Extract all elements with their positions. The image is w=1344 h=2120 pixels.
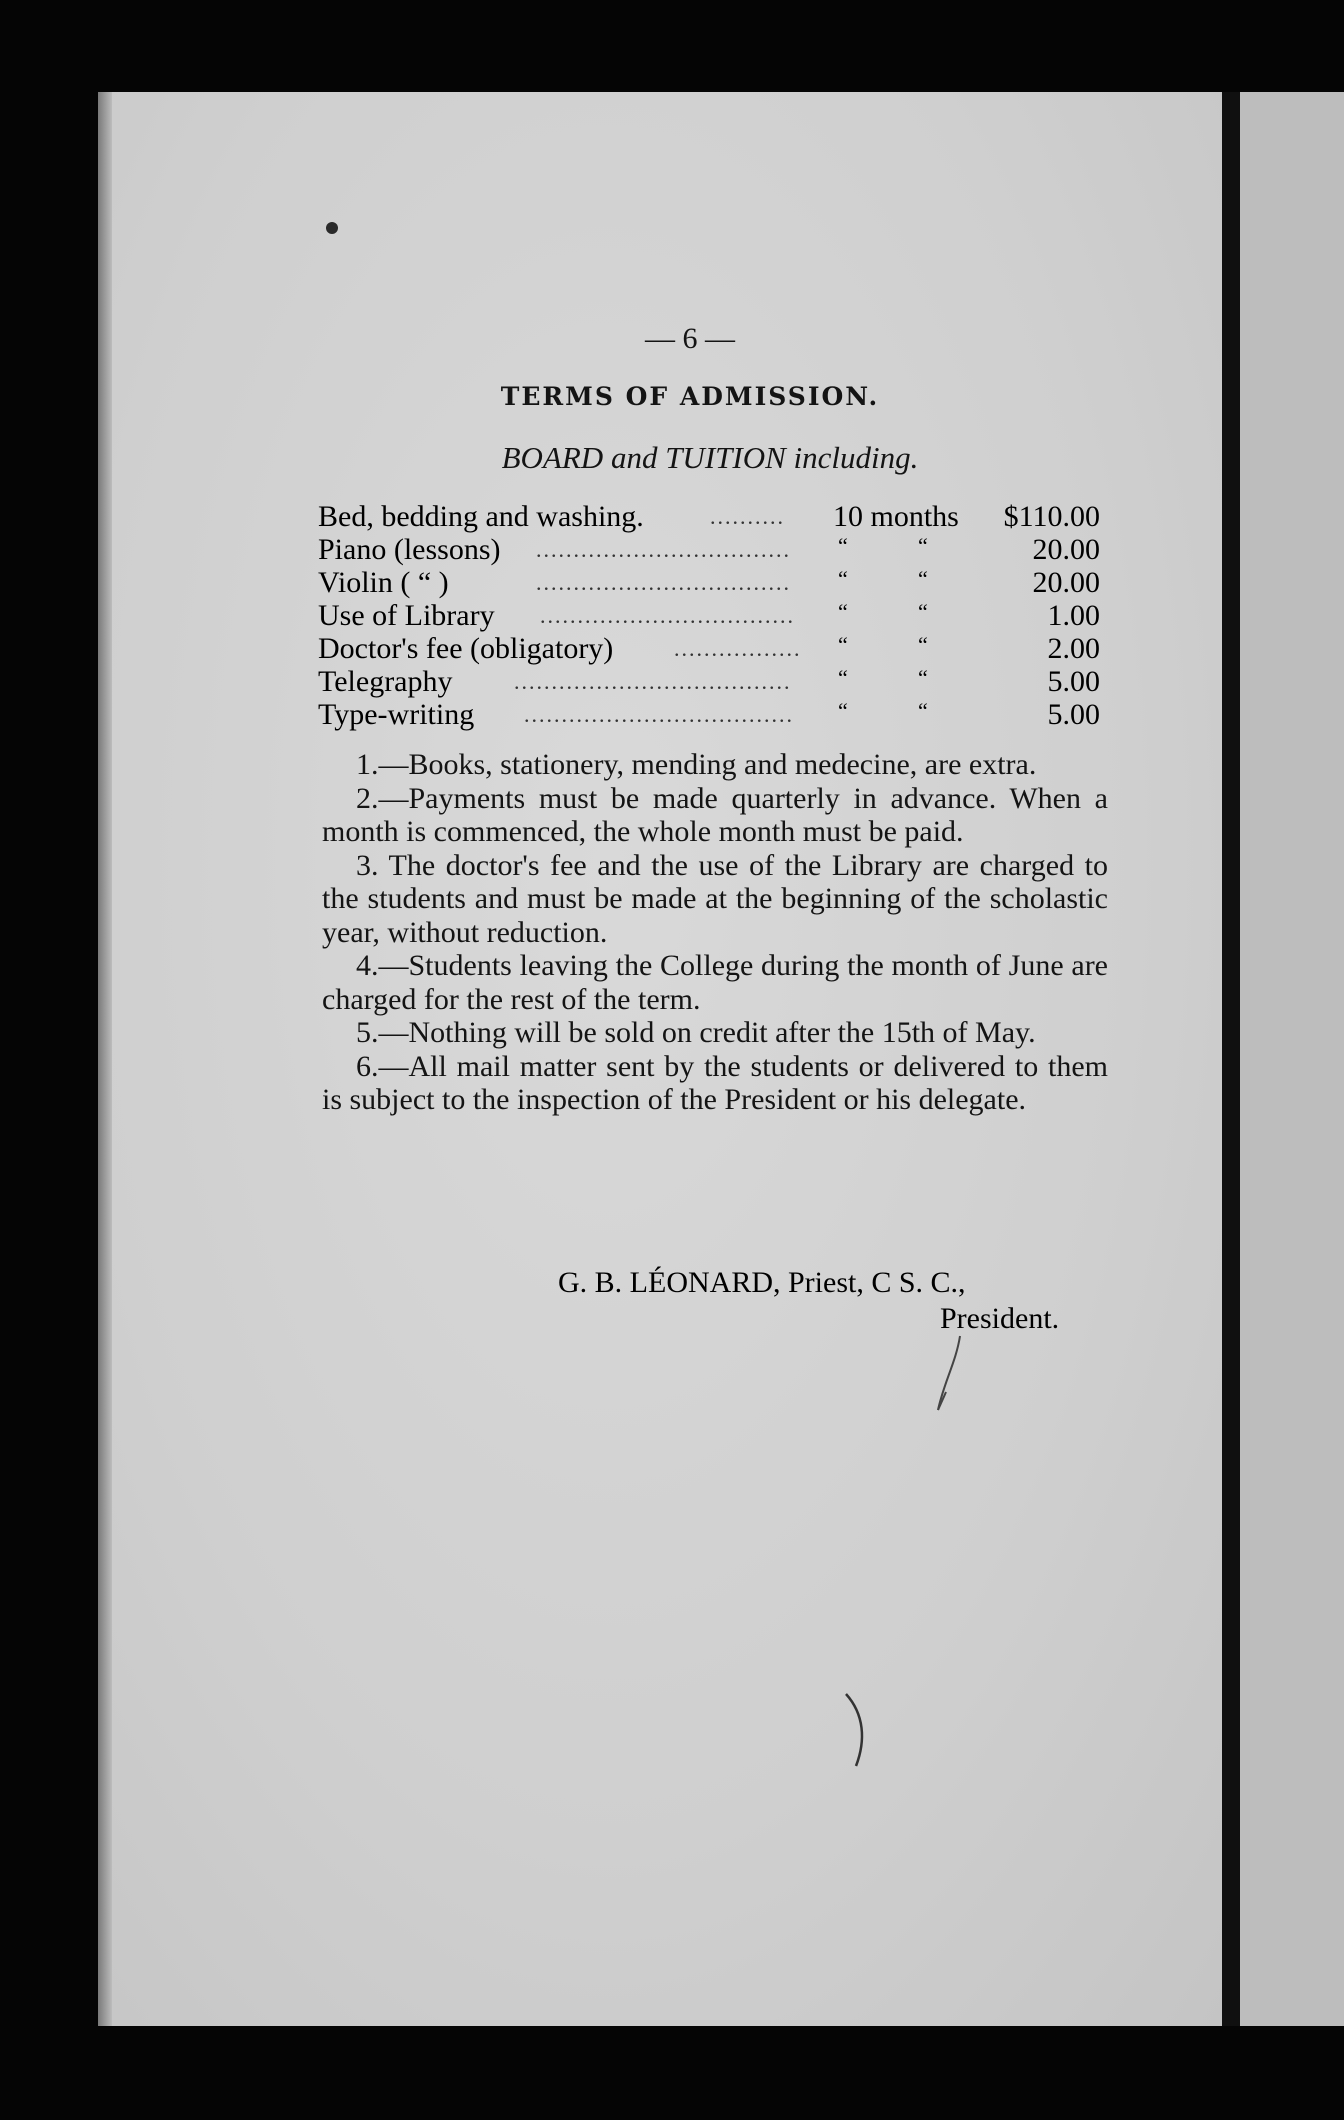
fee-row: [318, 698, 1100, 731]
fee-item: Type-writing: [318, 698, 475, 731]
ditto-mark: “: [838, 533, 848, 558]
ditto-mark: “: [838, 632, 848, 657]
terms-notes: [322, 748, 1108, 1117]
fee-row: [318, 500, 1100, 533]
fee-row: [318, 566, 1100, 599]
ink-spot: [326, 222, 338, 234]
fee-item: Telegraphy: [318, 665, 453, 698]
leader-dots: .....................................: [514, 669, 792, 694]
fee-row: [318, 632, 1100, 665]
ditto-mark: “: [838, 665, 848, 690]
page-title: TERMS OF ADMISSION.: [500, 382, 880, 411]
signature-title: President.: [940, 1302, 1060, 1335]
fee-table: [318, 500, 1100, 731]
fee-item: Doctor's fee (obligatory): [318, 632, 614, 665]
ditto-mark: “: [918, 566, 928, 591]
note-paragraph: 1.—Books, stationery, mending and medecine, are extra.: [356, 748, 1037, 781]
note-paragraph: 3. The doctor's fee and the use of the Library are charged to the students and must be made at the beginning of the scholastic year, without reduction.: [322, 848, 1108, 949]
leader-dots: ..................................: [540, 603, 795, 628]
fee-period: 10 months: [833, 500, 959, 533]
note-paragraph: 5.—Nothing will be sold on credit after the 15th of May.: [356, 1016, 1036, 1049]
ditto-mark: “: [838, 698, 848, 723]
fee-amount: 1.00: [1047, 599, 1100, 632]
ditto-mark: “: [918, 698, 928, 723]
page-edge-shadow: [98, 92, 112, 2026]
pencil-mark: [930, 1332, 970, 1422]
note-paragraph: 4.—Students leaving the College during the month of June are charged for the rest of the term.: [322, 949, 1108, 1016]
fee-item: Piano (lessons): [318, 533, 501, 566]
signature-line: G. B. LÉONARD, Priest, C S. C.,: [558, 1266, 966, 1299]
fee-amount: 20.00: [1032, 566, 1100, 599]
ditto-mark: “: [918, 599, 928, 624]
pencil-mark: [842, 1690, 872, 1770]
ditto-mark: “: [838, 566, 848, 591]
adjacent-page-edge: [1240, 92, 1344, 2026]
page-subtitle: BOARD and TUITION including.: [501, 440, 919, 475]
fee-item: Violin ( “ ): [318, 566, 449, 599]
leader-dots: .................: [674, 636, 802, 661]
fee-row: [318, 665, 1100, 698]
book-spine: [1222, 92, 1240, 2026]
leader-dots: ..................................: [536, 537, 791, 562]
leader-dots: ..........: [710, 504, 785, 529]
fee-amount: 5.00: [1047, 698, 1100, 731]
ditto-mark: “: [918, 665, 928, 690]
fee-row: [318, 599, 1100, 632]
ditto-mark: “: [838, 599, 848, 624]
note-paragraph: 6.—All mail matter sent by the students or delivered to them is subject to the inspection of the President or his delegate.: [322, 1049, 1108, 1116]
leader-dots: ....................................: [524, 702, 794, 727]
fee-amount: 2.00: [1047, 632, 1100, 665]
fee-amount: $110.00: [1003, 500, 1100, 533]
fee-item: Use of Library: [318, 599, 495, 632]
ditto-mark: “: [918, 533, 928, 558]
leader-dots: ..................................: [536, 570, 791, 595]
page-number: — 6 —: [645, 322, 735, 355]
fee-item: Bed, bedding and washing.: [318, 500, 644, 533]
fee-row: [318, 533, 1100, 566]
fee-amount: 20.00: [1032, 533, 1100, 566]
fee-amount: 5.00: [1047, 665, 1100, 698]
ditto-mark: “: [918, 632, 928, 657]
note-paragraph: 2.—Payments must be made quarterly in advance. When a month is commenced, the whole month must be paid.: [322, 781, 1108, 848]
